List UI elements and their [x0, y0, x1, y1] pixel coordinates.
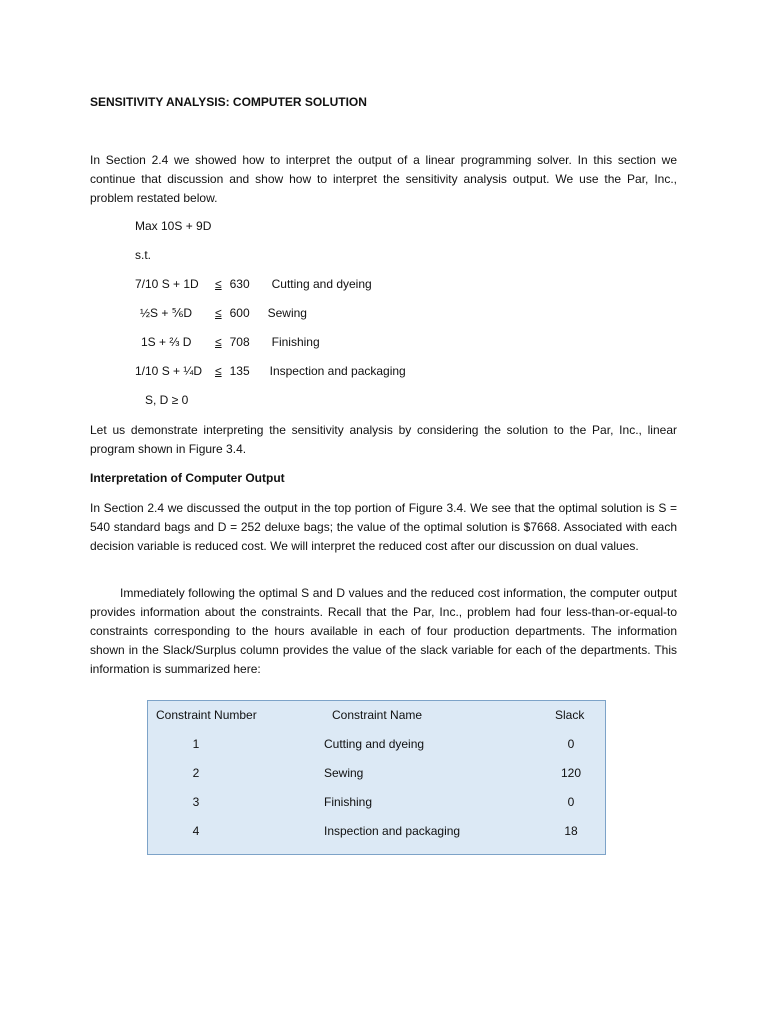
- constraint-rhs: 708: [229, 335, 250, 349]
- constraint-name: Sewing: [267, 306, 307, 320]
- constraint-name: Inspection and packaging: [269, 364, 406, 378]
- constraint-name: Cutting and dyeing: [271, 277, 372, 291]
- slack-summary-table: [147, 700, 606, 855]
- cell-name: Cutting and dyeing: [324, 737, 425, 751]
- constraint-operator: ≤: [215, 306, 222, 320]
- cell-slack: 0: [567, 795, 575, 809]
- cell-name: Finishing: [324, 795, 373, 809]
- constraint-name: Finishing: [271, 335, 320, 349]
- column-header-slack: Slack: [555, 708, 585, 722]
- constraint-row: [140, 306, 307, 320]
- cell-number: 2: [192, 766, 200, 780]
- constraint-lhs: 1/10 S + ¼D: [135, 364, 203, 378]
- constraint-lhs: 7/10 S + 1D: [135, 277, 199, 291]
- cell-number: 4: [192, 824, 200, 838]
- nonnegativity-constraint: S, D ≥ 0: [145, 393, 189, 407]
- constraint-rhs: 600: [229, 306, 250, 320]
- constraint-row: [135, 277, 372, 291]
- constraint-lhs: ½S + ⅚D: [140, 306, 192, 320]
- cell-name: Sewing: [324, 766, 364, 780]
- constraint-row: [141, 335, 320, 349]
- subject-to-label: s.t.: [135, 248, 152, 262]
- cell-slack: 120: [560, 766, 582, 780]
- cell-name: Inspection and packaging: [324, 824, 461, 838]
- intro-paragraph: In Section 2.4 we showed how to interpret the output of a linear programming solver. In this section we continue that discussion and show how to interpret the sensitivity analysis output. We use the Par, Inc., problem restated below.: [90, 153, 677, 205]
- cell-slack: 18: [564, 824, 578, 838]
- objective-function: Max 10S + 9D: [135, 219, 212, 233]
- column-header-name: Constraint Name: [332, 708, 423, 722]
- column-header-number: Constraint Number: [156, 708, 257, 722]
- constraint-operator: ≤: [215, 277, 222, 291]
- constraints-paragraph: Immediately following the optimal S and D values and the reduced cost information, the computer output provides information about the constraints. Recall that the Par, Inc., problem had four less-than-or-equal-to constraints corresponding to the hours available in each of four production departments. The information shown in the Slack/Surplus column provides the value of the slack variable for each of the departments. This information is summarized here:: [90, 586, 677, 676]
- constraint-row: [135, 364, 406, 378]
- constraint-operator: ≤: [215, 364, 222, 378]
- constraint-lhs: 1S + ⅔ D: [141, 335, 192, 349]
- output-paragraph: In Section 2.4 we discussed the output in the top portion of Figure 3.4. We see that the optimal solution is S = 540 standard bags and D = 252 deluxe bags; the value of the optimal solution is $7668. Associated with each decision variable is reduced cost. We will interpret the reduced cost after our discussion on dual values.: [90, 501, 677, 553]
- cell-number: 3: [192, 795, 200, 809]
- section-subheading: Interpretation of Computer Output: [90, 471, 285, 485]
- cell-slack: 0: [567, 737, 575, 751]
- cell-number: 1: [192, 737, 200, 751]
- constraint-operator: ≤: [215, 335, 222, 349]
- constraint-rhs: 135: [229, 364, 250, 378]
- constraint-rhs: 630: [229, 277, 250, 291]
- page-title: SENSITIVITY ANALYSIS: COMPUTER SOLUTION: [90, 95, 367, 109]
- demo-paragraph: Let us demonstrate interpreting the sensitivity analysis by considering the solution to the Par, Inc., linear program shown in Figure 3.4.: [90, 423, 677, 456]
